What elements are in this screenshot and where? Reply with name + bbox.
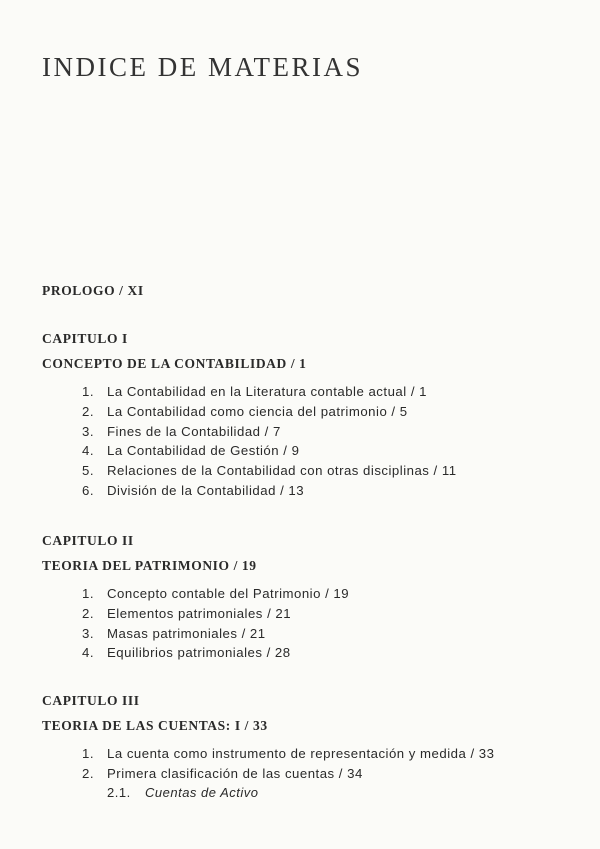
chapter-label: CAPITULO I: [42, 331, 128, 346]
item-text: Equilibrios patrimoniales / 28: [107, 645, 291, 661]
item-text: Primera clasificación de las cuentas / 34: [107, 765, 363, 781]
item-text: Fines de la Contabilidad / 7: [107, 423, 281, 439]
toc-item: [82, 584, 582, 604]
item-number: 4.: [82, 443, 94, 459]
item-text: Elementos patrimoniales / 21: [107, 605, 292, 621]
item-number: 2.: [82, 605, 94, 621]
item-number: 3.: [82, 625, 94, 641]
item-number: 6.: [82, 482, 94, 498]
toc-item: [82, 744, 582, 764]
item-text: La Contabilidad como ciencia del patrimonio / 5: [107, 403, 408, 419]
toc-item: [82, 461, 582, 481]
chapter-2: [42, 533, 582, 663]
prologo-entry: PROLOGO / XI: [42, 283, 144, 298]
chapter-title: CONCEPTO DE LA CONTABILIDAD / 1: [42, 356, 307, 371]
item-number: 2.: [82, 765, 94, 781]
toc-item: [82, 382, 582, 402]
toc-subitem: [82, 784, 582, 802]
subitem-number: 2.1.: [107, 784, 131, 800]
chapter-1: [42, 331, 582, 501]
item-number: 1.: [82, 586, 94, 601]
item-number: 4.: [82, 645, 94, 661]
chapter-items: [42, 584, 582, 663]
item-text: Concepto contable del Patrimonio / 19: [107, 586, 350, 601]
item-text: Masas patrimoniales / 21: [107, 625, 266, 641]
toc-item: [82, 422, 582, 442]
page-title: INDICE DE MATERIAS: [42, 52, 363, 82]
toc-item: [82, 604, 582, 624]
item-number: 1.: [82, 746, 94, 761]
item-text: La Contabilidad de Gestión / 9: [107, 443, 300, 459]
item-number: 3.: [82, 423, 94, 439]
chapter-label: CAPITULO III: [42, 693, 140, 708]
chapter-items: [42, 382, 582, 501]
subitem-text: Cuentas de Activo: [145, 784, 259, 800]
item-number: 2.: [82, 403, 94, 419]
chapter-title: TEORIA DE LAS CUENTAS: I / 33: [42, 718, 268, 733]
toc-item: [82, 624, 582, 644]
toc-item: [82, 441, 582, 461]
item-number: 1.: [82, 384, 94, 399]
chapter-title: TEORIA DEL PATRIMONIO / 19: [42, 558, 257, 573]
item-text: La Contabilidad en la Literatura contable actual / 1: [107, 384, 427, 399]
item-text: División de la Contabilidad / 13: [107, 482, 305, 498]
chapter-3: [42, 693, 582, 802]
toc-item: [82, 402, 582, 422]
toc-item: [82, 764, 582, 784]
chapter-items: [42, 744, 582, 802]
item-text: Relaciones de la Contabilidad con otras disciplinas / 11: [107, 463, 457, 479]
item-text: La cuenta como instrumento de representación y medida / 33: [107, 746, 495, 761]
toc-item: [82, 481, 582, 501]
chapter-label: CAPITULO II: [42, 533, 134, 548]
toc-item: [82, 643, 582, 663]
item-number: 5.: [82, 463, 94, 479]
